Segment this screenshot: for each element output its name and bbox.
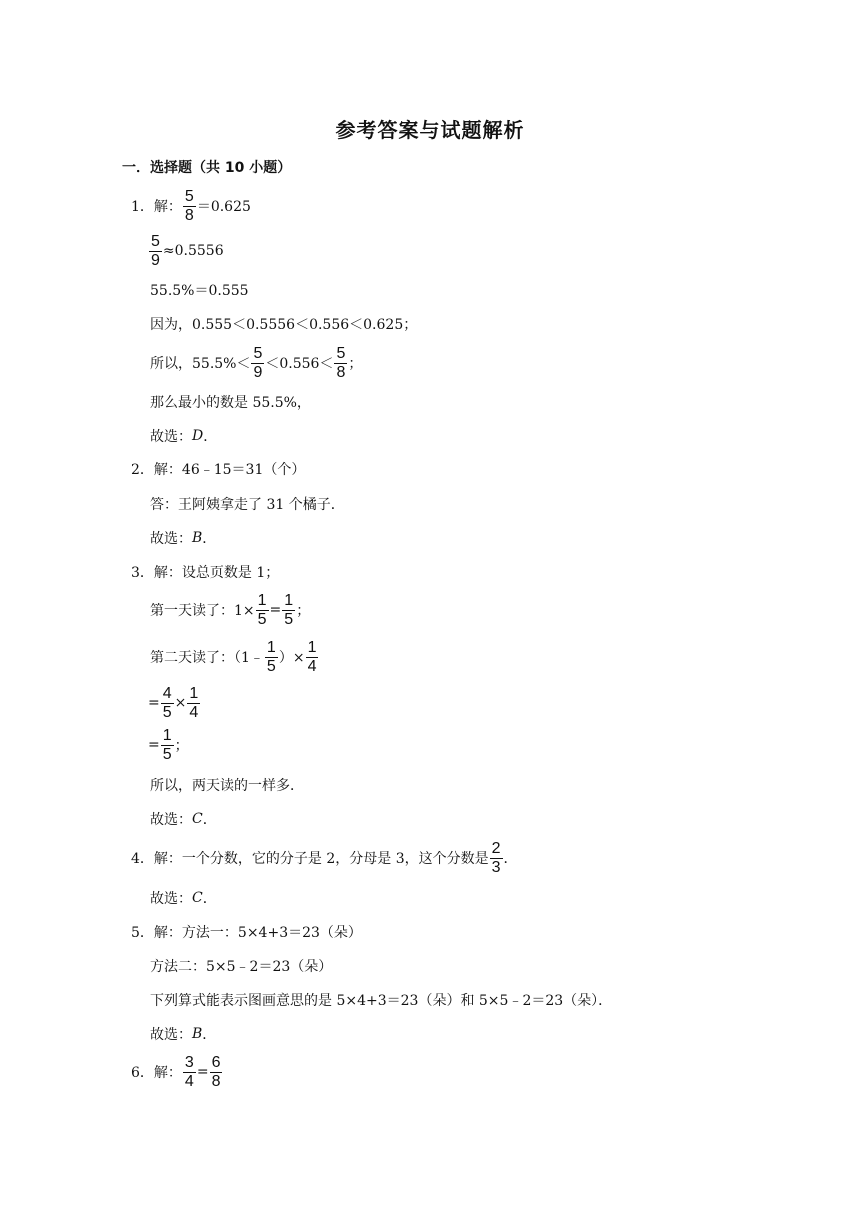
fraction: $\frac{4}{5}$ [162,684,172,721]
q1-line-2: $\frac{5}{9}$ ≈0.5556 [151,232,224,269]
q2-answer-line: 故选： B ． [150,530,217,547]
section-heading: 一．选择题（共 10 小题） [122,160,292,176]
q1-line-4: 因为，0.555＜0.5556＜0.556＜0.625； [150,317,418,333]
q3-answer-line: 故选： C ． [150,811,217,828]
q1-line-6: 那么最小的数是 55.5%， [150,395,311,411]
q4-line-1: 4．解： 一个分数，它的分子是 2，分母是 3，这个分数是 $\frac{2}{3}$ ． [131,839,518,876]
fraction: $\frac{1}{5}$ [162,726,172,763]
q3-line-5: = $\frac{1}{5}$ ； [148,726,189,763]
answer-letter: D [192,428,204,444]
q3-line-2: 第一天读了：1× $\frac{1}{5}$ = $\frac{1}{5}$ ； [150,591,311,628]
fraction: $\frac{5}{9}$ [151,232,160,269]
answer-letter: B [192,530,203,546]
q5-line-1: 5．解： 方法一：5×4+3＝23（朵） [131,925,362,941]
fraction: $\frac{3}{4}$ [184,1053,194,1090]
answer-letter: C [192,811,203,827]
fraction: $\frac{1}{5}$ [284,591,294,628]
q3-line-3: 第二天读了：（1﹣ $\frac{1}{5}$ ）× $\frac{1}{4}$ [150,638,317,675]
fraction: $\frac{6}{8}$ [211,1053,221,1090]
fraction: $\frac{5}{8}$ [184,187,194,224]
q2-line-1: 2．解： 46﹣15＝31（个） [131,462,306,478]
q5-answer-line: 故选： B ． [150,1026,217,1043]
q3-line-1: 3．解： 设总页数是 1； [131,565,280,581]
fraction: $\frac{5}{8}$ [336,344,346,381]
q6-line-1: 6．解： $\frac{3}{4}$ = $\frac{6}{8}$ [131,1053,221,1090]
fraction: $\frac{1}{5}$ [257,591,267,628]
q1-head: 1．解： [131,199,182,215]
fraction: $\frac{1}{4}$ [189,684,199,721]
page-title: 参考答案与试题解析 [335,118,525,142]
fraction: $\frac{2}{3}$ [491,839,501,876]
fraction: $\frac{1}{5}$ [266,638,276,675]
q1-line-1: 1．解： $\frac{5}{8}$ ＝0.625 [131,187,251,224]
q3-line-6: 所以，两天读的一样多． [150,778,304,794]
q1-line-3: 55.5%＝0.555 [150,283,249,299]
fraction: $\frac{1}{4}$ [307,638,317,675]
fraction: $\frac{5}{9}$ [253,344,263,381]
q5-line-3: 下列算式能表示图画意思的是 5×4+3＝23（朵）和 5×5﹣2＝23（朵）． [150,993,613,1009]
answer-letter: B [192,1026,203,1042]
answer-letter: C [192,890,203,906]
q5-line-2: 方法二：5×5﹣2＝23（朵） [150,959,333,975]
q2-line-2: 答：王阿姨拿走了 31 个橘子． [150,497,345,513]
q1-line-5: 所以，55.5%＜ $\frac{5}{9}$ ＜0.556＜ $\frac{5}{8}$ ； [150,344,363,381]
q3-line-4: = $\frac{4}{5}$ × $\frac{1}{4}$ [148,684,199,721]
q1-answer-line: 故选： D ． [150,428,218,445]
q4-answer-line: 故选： C ． [150,890,217,907]
